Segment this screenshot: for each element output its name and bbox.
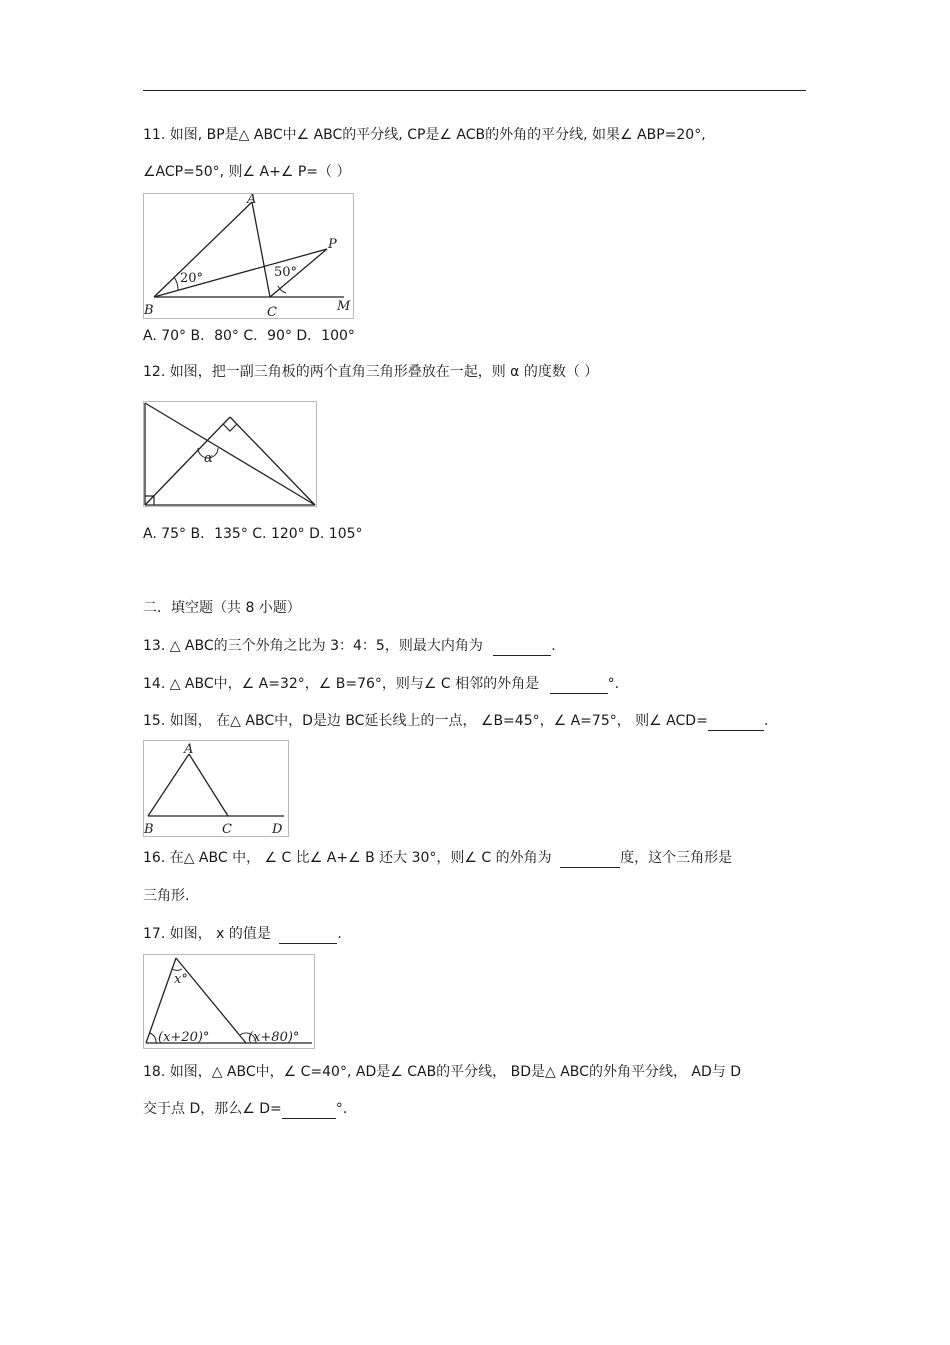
q15 <box>143 711 768 731</box>
arc-20 <box>174 277 178 290</box>
q13-text: 13. △ ABC的三个外角之比为 3：4：5，则最大内角为 <box>143 638 483 654</box>
q15-tail: . <box>763 713 769 729</box>
q14-answer-blank[interactable] <box>550 679 608 694</box>
q16 <box>143 848 732 868</box>
q18-line2 <box>143 1099 347 1119</box>
q12-line1: 12. 如图，把一副三角板的两个直角三角形叠放在一起，则 α 的度数（ ） <box>143 364 599 380</box>
q18-line2-text: 交于点 D，那么∠ D= <box>143 1101 282 1117</box>
q12-options: A. 75° B．135° C. 120° D. 105° <box>143 526 363 542</box>
q16-line2: 三角形. <box>143 888 190 904</box>
q14-text: 14. △ ABC中，∠ A=32°，∠ B=76°，则与∠ C 相邻的外角是 <box>143 676 540 692</box>
label-a: A <box>247 194 257 207</box>
label-angle-20: 20° <box>180 271 204 286</box>
section2-title: 二．填空题（共 8 小题） <box>143 600 301 616</box>
q13-answer-blank[interactable] <box>493 641 551 656</box>
q16-mid: 度，这个三角形是 <box>620 850 733 866</box>
q13 <box>143 636 556 656</box>
label-x-plus-80: (x+80)° <box>248 1030 300 1045</box>
q12-figure <box>143 401 317 507</box>
q18-answer-blank[interactable] <box>282 1104 336 1119</box>
top-rule <box>143 90 806 91</box>
q16-answer-blank[interactable] <box>560 853 620 868</box>
label-c: C <box>222 822 232 836</box>
label-angle-50: 50° <box>274 265 298 280</box>
label-b: B <box>144 822 154 836</box>
q11-options: A. 70° B．80° C．90° D．100° <box>143 328 355 344</box>
q16-text: 16. 在△ ABC 中， ∠ C 比∠ A+∠ B 还大 30°，则∠ C 的外角为 <box>143 850 552 866</box>
label-x: x° <box>174 972 188 987</box>
label-m: M <box>337 299 351 314</box>
q18-line1: 18. 如图，△ ABC中，∠ C=40°, AD是∠ CAB的平分线， BD是△ ABC的外角平分线， AD与 D <box>143 1064 741 1080</box>
right-angle-mark-2 <box>223 424 237 431</box>
label-d: D <box>272 822 283 836</box>
q13-tail: . <box>551 638 556 654</box>
q14 <box>143 674 619 694</box>
q18-tail: °. <box>335 1101 348 1117</box>
q11-line2: ∠ACP=50°, 则∠ A+∠ P=（ ） <box>143 164 351 180</box>
label-x-plus-20: (x+20)° <box>158 1030 210 1045</box>
q14-tail: °. <box>607 676 620 692</box>
q15-text: 15. 如图， 在△ ABC中，D是边 BC延长线上的一点， ∠B=45°，∠ A=75°， 则∠ ACD= <box>143 713 708 729</box>
q17-answer-blank[interactable] <box>279 929 337 944</box>
q17 <box>143 924 342 944</box>
q15-answer-blank[interactable] <box>708 716 764 731</box>
label-a: A <box>184 742 194 757</box>
q11-line1: 11. 如图, BP是△ ABC中∠ ABC的平分线, CP是∠ ACB的外角的平分线, 如果∠ ABP=20°, <box>143 127 706 143</box>
q11-figure <box>143 193 354 319</box>
label-c: C <box>267 305 277 318</box>
q17-text: 17. 如图， x 的值是 <box>143 926 271 942</box>
label-alpha: α <box>204 451 213 466</box>
line-ac <box>252 202 270 297</box>
q15-figure <box>143 740 289 837</box>
label-p: P <box>328 237 337 252</box>
label-b: B <box>144 303 154 318</box>
q17-figure <box>143 954 315 1049</box>
q17-tail: . <box>337 926 342 942</box>
